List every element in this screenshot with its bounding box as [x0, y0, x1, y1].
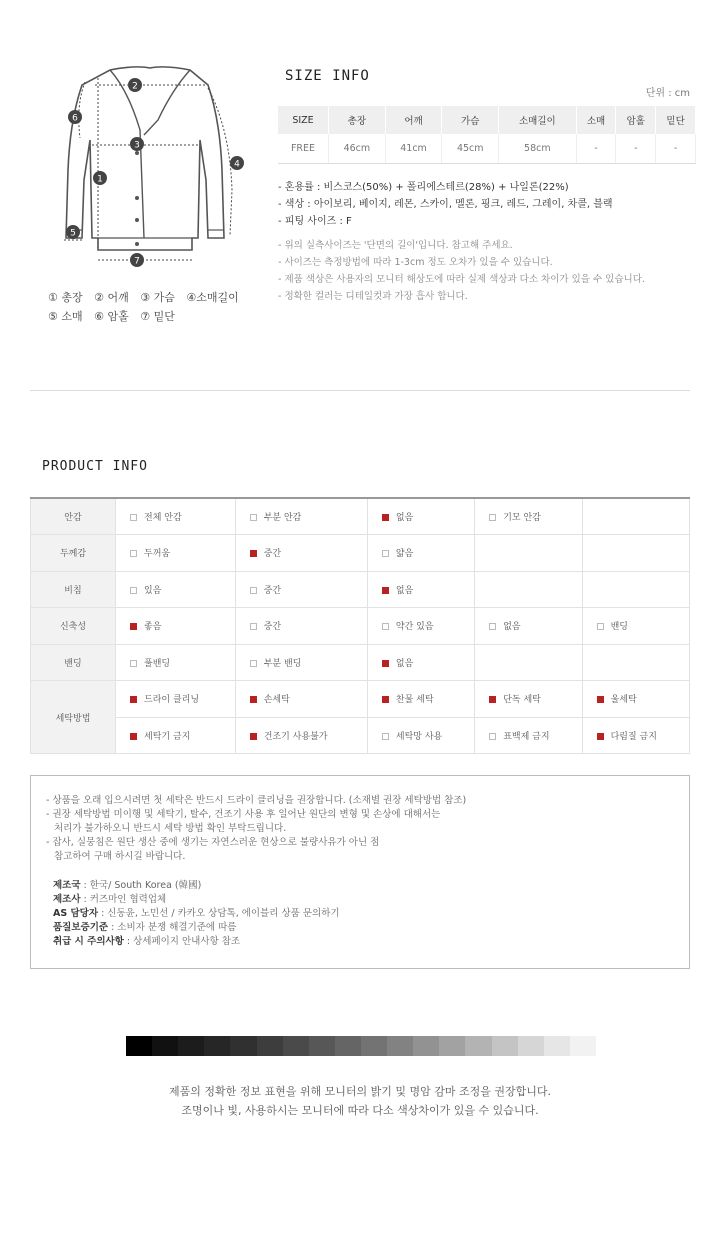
maker-line	[53, 893, 340, 907]
grayscale-swatch	[439, 1036, 465, 1056]
checked-box-icon	[130, 696, 137, 703]
button-icon	[135, 151, 139, 155]
maker-key: AS 담당자	[53, 908, 99, 919]
svg-text:4: 4	[234, 159, 240, 170]
option-cell	[235, 535, 367, 572]
grayscale-swatch	[335, 1036, 361, 1056]
option-label: 없음	[395, 658, 414, 669]
note-line: - 위의 실측사이즈는 '단면의 길이'입니다. 참고해 주세요.	[278, 240, 513, 251]
size-cell: -	[656, 134, 696, 163]
option-cell	[367, 608, 474, 645]
size-header-cell: 총장	[329, 106, 386, 134]
option-cell	[582, 681, 689, 718]
maker-line	[53, 907, 340, 921]
grayscale-swatch	[283, 1036, 309, 1056]
grayscale-swatch	[544, 1036, 570, 1056]
measure-badge-5	[66, 225, 80, 239]
size-info-title: SIZE INFO	[285, 68, 370, 84]
unit-label: 단위 : cm	[645, 88, 690, 99]
product-info-table	[30, 497, 690, 754]
option-label: 찬물 세탁	[395, 695, 434, 706]
option-label: 중간	[263, 585, 282, 596]
option-label: 세탁기 금지	[144, 731, 191, 742]
grayscale-swatch	[387, 1036, 413, 1056]
grayscale-swatch	[126, 1036, 152, 1056]
grayscale-swatch	[413, 1036, 439, 1056]
size-table-header	[278, 106, 696, 134]
option-label: 기모 안감	[503, 513, 541, 523]
option-cell	[475, 498, 582, 535]
option-label: 표백제 금지	[503, 731, 550, 742]
maker-key: 취급 시 주의사항	[53, 936, 124, 947]
grayscale-swatch	[492, 1036, 518, 1056]
option-label: 울세탁	[610, 695, 637, 706]
size-cell: -	[576, 134, 616, 163]
notice-line: - 잡사, 실뭉침은 원단 생산 중에 생기는 자연스러운 현상으로 불량사유가 아닌 점	[46, 837, 380, 848]
checked-box-icon	[130, 623, 137, 630]
maker-line	[53, 921, 340, 935]
checked-box-icon	[250, 696, 257, 703]
option-cell	[582, 644, 689, 681]
table-row	[31, 608, 690, 645]
option-label: 부분 밴딩	[263, 658, 302, 669]
unchecked-box-icon	[250, 587, 257, 594]
table-row	[278, 134, 696, 163]
unchecked-box-icon	[382, 623, 389, 630]
option-cell	[582, 535, 689, 572]
checked-box-icon	[250, 733, 257, 740]
table-row	[31, 498, 690, 535]
option-label: 부분 안감	[263, 513, 302, 523]
manufacturer-info	[53, 879, 340, 949]
care-notice-box	[30, 775, 690, 969]
option-label: 중간	[263, 549, 282, 560]
option-label: 손세탁	[263, 695, 290, 706]
maker-value: : 상세페이지 안내사항 참조	[123, 936, 241, 947]
table-row	[31, 681, 690, 718]
grayscale-swatch	[570, 1036, 596, 1056]
size-cell: 45cm	[442, 134, 499, 163]
monitor-gamma-note	[0, 1082, 720, 1120]
attribute-label: 비침	[31, 571, 116, 608]
product-info-rows	[31, 498, 690, 754]
maker-value: : 소비자 분쟁 해결기준에 따름	[108, 922, 237, 933]
option-label: 약간 있음	[395, 622, 434, 633]
attribute-label: 두께감	[31, 535, 116, 572]
option-cell	[475, 535, 582, 572]
option-label: 중간	[263, 622, 282, 633]
option-label: 드라이 클리닝	[144, 695, 200, 706]
attribute-label: 안감	[31, 498, 116, 535]
notice-line: 참고하여 구매 하시길 바랍니다.	[54, 851, 186, 862]
checked-box-icon	[130, 733, 137, 740]
size-cell: 41cm	[385, 134, 442, 163]
note-line: - 사이즈는 측정방법에 따라 1-3cm 정도 오차가 있을 수 있습니다.	[278, 257, 553, 268]
cardigan-collar	[110, 70, 190, 238]
option-label: 전체 안감	[144, 513, 182, 523]
svg-text:7: 7	[134, 256, 140, 267]
maker-key: 품질보증기준	[53, 922, 109, 933]
unchecked-box-icon	[382, 550, 389, 557]
notice-line: 처리가 불가하오니 반드시 세탁 방법 확인 부탁드립니다.	[54, 823, 287, 834]
spec-list	[278, 179, 613, 230]
spec-line: - 혼용률 : 비스코스(50%) + 폴리에스테르(28%) + 나일론(22%)	[278, 182, 569, 193]
measure-badge-1	[93, 171, 107, 185]
size-cell: -	[616, 134, 656, 163]
option-label: 밴딩	[610, 622, 628, 633]
option-cell	[367, 535, 474, 572]
table-row	[31, 717, 690, 754]
unchecked-box-icon	[130, 514, 137, 521]
cardigan-outline	[66, 67, 224, 250]
option-cell	[475, 608, 582, 645]
option-cell	[116, 608, 236, 645]
maker-value: : 신동윤, 노민선 / 카카오 상담톡, 에이블리 상품 문의하기	[98, 908, 340, 919]
button-icon	[135, 196, 139, 200]
grayscale-swatch	[204, 1036, 230, 1056]
unchecked-box-icon	[130, 660, 137, 667]
svg-text:2: 2	[132, 81, 138, 92]
option-label: 건조기 사용불가	[263, 731, 328, 742]
unchecked-box-icon	[382, 733, 389, 740]
option-cell	[367, 644, 474, 681]
maker-line	[53, 879, 340, 893]
option-cell	[367, 571, 474, 608]
size-cell: 46cm	[329, 134, 386, 163]
option-cell	[475, 681, 582, 718]
gamma-note-line: 조명이나 빛, 사용하시는 모니터에 따라 다소 색상차이가 있을 수 있습니다.	[181, 1104, 539, 1117]
grayscale-bar	[126, 1036, 596, 1056]
size-header-cell: 암홀	[616, 106, 656, 134]
legend-item: ④소매길이	[186, 291, 239, 304]
svg-text:3: 3	[134, 140, 140, 151]
unchecked-box-icon	[130, 550, 137, 557]
option-cell	[367, 498, 474, 535]
option-cell	[235, 571, 367, 608]
option-label: 없음	[395, 513, 414, 523]
size-note-list	[278, 237, 645, 305]
maker-value: : 한국/ South Korea (韓國)	[80, 880, 202, 891]
option-label: 두꺼움	[144, 549, 171, 560]
checked-box-icon	[382, 660, 389, 667]
unchecked-box-icon	[489, 733, 496, 740]
option-cell	[235, 608, 367, 645]
product-info-title: PRODUCT INFO	[42, 459, 148, 474]
option-cell	[367, 717, 474, 754]
option-cell	[116, 535, 236, 572]
checked-box-icon	[250, 550, 257, 557]
option-label: 얇음	[395, 549, 414, 560]
unchecked-box-icon	[250, 514, 257, 521]
option-label: 좋음	[144, 622, 162, 633]
legend-item: ⑥ 암홀	[94, 310, 129, 323]
note-line: - 제품 색상은 사용자의 모니터 해상도에 따라 실제 색상과 다소 차이가 있을 수 있습니다.	[278, 274, 645, 285]
option-label: 있음	[144, 585, 162, 596]
option-label: 없음	[395, 585, 414, 596]
gamma-note-line: 제품의 정확한 정보 표현을 위해 모니터의 밝기 및 명암 감마 조정을 권장합니다.	[169, 1085, 551, 1098]
checked-box-icon	[382, 514, 389, 521]
option-cell	[116, 571, 236, 608]
option-cell	[116, 498, 236, 535]
maker-key: 제조사	[53, 894, 81, 905]
size-table	[278, 106, 696, 164]
care-notice-lines	[46, 794, 466, 864]
maker-line	[53, 935, 340, 949]
measure-badge-3	[130, 137, 144, 151]
option-cell	[116, 717, 236, 754]
unchecked-box-icon	[130, 587, 137, 594]
grayscale-swatch	[152, 1036, 178, 1056]
option-cell	[475, 717, 582, 754]
checked-box-icon	[382, 696, 389, 703]
legend-item: ⑤ 소매	[48, 310, 83, 323]
size-header-cell: 소매길이	[499, 106, 577, 134]
option-label: 다림질 금지	[610, 731, 657, 742]
option-label: 풀밴딩	[144, 658, 171, 669]
measure-badge-2	[128, 78, 142, 92]
unchecked-box-icon	[597, 623, 604, 630]
grayscale-swatch	[230, 1036, 256, 1056]
option-cell	[235, 717, 367, 754]
checked-box-icon	[597, 696, 604, 703]
checked-box-icon	[597, 733, 604, 740]
svg-text:1: 1	[97, 174, 103, 185]
size-info-section	[0, 0, 720, 392]
measure-badge-6	[68, 110, 82, 124]
measure-line-sleeve-length	[208, 88, 232, 235]
button-icon	[135, 242, 139, 246]
note-line: - 정확한 컬러는 디테일컷과 가장 흡사 합니다.	[278, 291, 468, 302]
checked-box-icon	[489, 696, 496, 703]
spec-line: - 피팅 사이즈 : F	[278, 216, 352, 227]
attribute-label: 세탁방법	[31, 681, 116, 754]
table-row	[31, 644, 690, 681]
grayscale-swatch	[178, 1036, 204, 1056]
size-header-cell: 밑단	[656, 106, 696, 134]
svg-text:5: 5	[70, 228, 76, 239]
size-cell: FREE	[278, 134, 329, 163]
option-cell	[235, 498, 367, 535]
section-divider	[30, 390, 690, 391]
option-cell	[116, 644, 236, 681]
attribute-label: 신축성	[31, 608, 116, 645]
grayscale-swatch	[465, 1036, 491, 1056]
unchecked-box-icon	[489, 623, 496, 630]
option-cell	[582, 717, 689, 754]
size-cell: 58cm	[499, 134, 577, 163]
svg-text:6: 6	[72, 113, 78, 124]
size-header-cell: SIZE	[278, 106, 329, 134]
legend-item: ① 총장	[48, 291, 83, 304]
grayscale-swatch	[361, 1036, 387, 1056]
option-label: 없음	[503, 622, 521, 633]
option-cell	[235, 681, 367, 718]
grayscale-swatch	[518, 1036, 544, 1056]
button-icon	[135, 218, 139, 222]
option-cell	[582, 571, 689, 608]
notice-line: - 상품을 오래 입으시려면 첫 세탁은 반드시 드라이 클리닝을 권장합니다. (소재별 권장 세탁방법 참조)	[46, 795, 467, 806]
option-label: 세탁망 사용	[395, 731, 443, 742]
option-cell	[475, 571, 582, 608]
option-cell	[582, 608, 689, 645]
measure-legend-line-1	[48, 289, 247, 305]
notice-line: - 권장 세탁방법 미이행 및 세탁기, 탈수, 건조기 사용 후 일어난 원단의 변형 및 손상에 대해서는	[46, 809, 441, 820]
unchecked-box-icon	[489, 514, 496, 521]
unchecked-box-icon	[250, 660, 257, 667]
spec-line: - 색상 : 아이보리, 베이지, 레몬, 스카이, 멜론, 핑크, 레드, 그레이, 차콜, 블랙	[278, 199, 613, 210]
legend-item: ③ 가슴	[140, 291, 175, 304]
legend-item: ② 어깨	[94, 291, 129, 304]
attribute-label: 밴딩	[31, 644, 116, 681]
measure-badge-7	[130, 253, 144, 267]
checked-box-icon	[382, 587, 389, 594]
grayscale-swatch	[309, 1036, 335, 1056]
grayscale-swatch	[257, 1036, 283, 1056]
size-header-cell: 소매	[576, 106, 616, 134]
maker-key: 제조국	[53, 880, 81, 891]
option-cell	[582, 498, 689, 535]
unchecked-box-icon	[250, 623, 257, 630]
table-row	[31, 535, 690, 572]
legend-item: ⑦ 밑단	[140, 310, 175, 323]
option-cell	[367, 681, 474, 718]
measure-legend-line-2	[48, 308, 183, 324]
table-row	[31, 571, 690, 608]
size-header-cell: 어깨	[385, 106, 442, 134]
option-cell	[475, 644, 582, 681]
option-cell	[116, 681, 236, 718]
option-label: 단독 세탁	[503, 695, 541, 706]
measure-badge-4	[230, 156, 244, 170]
size-header-cell: 가슴	[442, 106, 499, 134]
maker-value: : 커즈마인 협력업체	[80, 894, 167, 905]
cardigan-size-diagram	[40, 60, 260, 275]
option-cell	[235, 644, 367, 681]
